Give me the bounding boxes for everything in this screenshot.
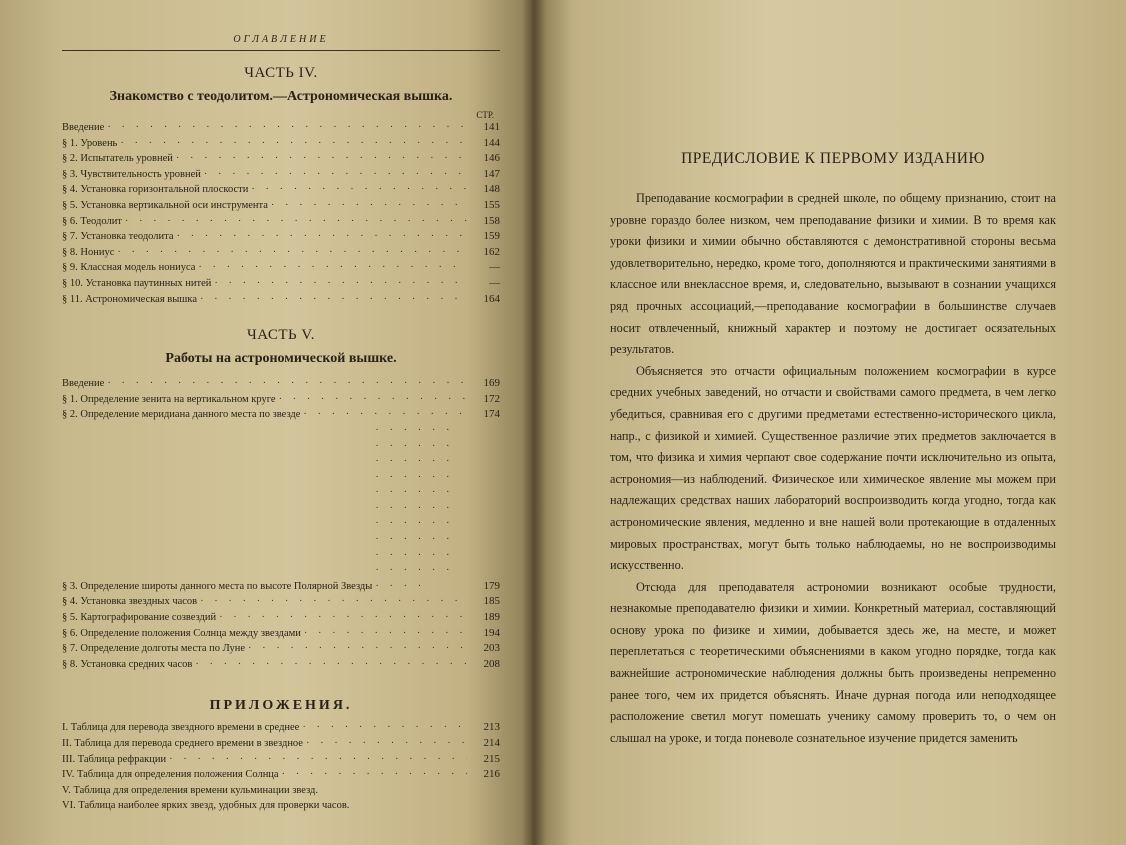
preface-paragraph: Объясняется это отчасти официальным положением космографии в курсе средних учебных заведений, но отчасти и свойствами самого предмета, в чем легко убедиться, сравнивая его с другими предметами естественно-исторического цикла, напр., с физикой и химией. Существенное различие этих предметов заключается в том, что физика и химия черпают свое содержание почти исключительно из опыта, астрономия—из наблюдений. Физическое или химическое явление мы можем при надлежащих средствах наших лабораторий воспроизводить когда угодно, тогда как астрономические явления, медленно и вне нашей воли протекающие в отдаленных мировых пространствах, могут быть только наблюдаемы, но не воспроизводимы искусственно.	[610, 363, 1056, 573]
toc-entry: I. Таблица для перевода звездного времени в среднее · · · 213	[62, 720, 500, 736]
toc-entry: § 4. Установка звездных часов · · · 185	[62, 594, 500, 610]
toc-entry: § 6. Определение положения Солнца между звездами · · · 194	[62, 626, 500, 642]
left-page	[0, 0, 532, 845]
toc-entry: § 8. Нониус · · · 162	[62, 245, 500, 261]
part5-title: Работы на астрономической вышке.	[165, 351, 397, 367]
part5-heading: ЧАСТЬ V.	[246, 327, 315, 344]
running-head	[62, 28, 500, 51]
right-page	[532, 0, 1126, 845]
toc-entry: § 4. Установка горизонтальной плоскости · · · 148	[62, 182, 500, 198]
toc-entry: § 1. Уровень · · · 144	[62, 136, 500, 152]
part4-toc	[62, 120, 500, 307]
toc-entry: § 10. Установка паутинных нитей · · · —	[62, 276, 500, 292]
appendix-heading: ПРИЛОЖЕНИЯ.	[209, 698, 353, 714]
toc-entry: Введение · · · 141	[62, 120, 500, 136]
toc-entry: § 11. Астрономическая вышка · · · 164	[62, 292, 500, 308]
toc-entry: VI. Таблица наиболее ярких звезд, удобных для проверки часов.	[62, 800, 350, 812]
toc-entry: § 7. Установка теодолита · · · 159	[62, 229, 500, 245]
running-head-title: ОГЛАВЛЕНИЕ	[233, 34, 329, 45]
toc-entry: V. Таблица для определения времени кульминации звезд.	[62, 784, 318, 796]
toc-entry: § 3. Определение широты данного места по высоте Полярной Звезды · · · 179	[62, 423, 500, 595]
toc-entry: § 8. Установка средних часов · · · 208	[62, 657, 500, 673]
toc-entry: § 2. Определение меридиана данного места по звезде · · · 174	[62, 407, 500, 423]
toc-entry: § 1. Определение зенита на вертикальном круге · · · 172	[62, 392, 500, 408]
toc-entry: § 5. Картографирование созвездий · · · 189	[62, 610, 500, 626]
toc-entry: III. Таблица рефракции · · · 215	[62, 752, 500, 768]
preface-title: ПРЕДИСЛОВИЕ К ПЕРВОМУ ИЗДАНИЮ	[681, 150, 985, 167]
preface-paragraph: Отсюда для преподавателя астрономии возникают особые трудности, незнакомые преподавателю физики и химии. Конкретный материал, составляющий основу урока по физике и химии, добывается здесь же, на месте, и может переплетаться с теоретическими объяснениями в каком угодно порядке, тогда как важнейшие астрономические наблюдения должны быть произведены непременно ранее того, чем их придется объяснять. Иначе дурная погода или неподходящее расположение светил могут помешать ученику самому проверить то, о чем он слышал на уроке, и тогда поневоле сознательное изучение придется заменить	[610, 579, 1056, 745]
toc-entry: § 2. Испытатель уровней · · · 146	[62, 151, 500, 167]
toc-entry: IV. Таблица для определения положения Солнца · · · 216	[62, 767, 500, 783]
page-column-label: СТР.	[476, 110, 494, 120]
preface-paragraph: Преподавание космографии в средней школе, по общему признанию, стоит на уровне гораздо более низком, чем преподавание физики и химии. В то время как уроки физики и химии обычно обставляются с демонстративной стороны весьма удовлетворительно, нередко, кроме того, дополняются и практическими занятиями в классное или внеклассное время, и, следовательно, вызывают в сознании учащихся ряд прочных ассоциаций,—преподавание космографии в большинстве случаев носит отвлеченный, книжный характер и поэтому не достигает осязательных результатов.	[610, 191, 1056, 357]
toc-entry: Введение · · · 169	[62, 376, 500, 392]
part4-heading: ЧАСТЬ IV.	[244, 65, 318, 81]
toc-entry: II. Таблица для перевода среднего времени в звездное · · · 214	[62, 736, 500, 752]
toc-entry: § 6. Теодолит · · · 158	[62, 214, 500, 230]
part5-toc	[62, 376, 500, 672]
toc-entry: § 5. Установка вертикальной оси инструмента · · · 155	[62, 198, 500, 214]
appendix-toc	[62, 720, 500, 813]
toc-entry: § 9. Классная модель нониуса · · · —	[62, 260, 500, 276]
toc-entry: § 3. Чувствительность уровней · · · 147	[62, 167, 500, 183]
part4-title: Знакомство с теодолитом.—Астрономическая вышка.	[109, 89, 453, 104]
toc-entry: § 7. Определение долготы места по Луне · · · 203	[62, 641, 500, 657]
